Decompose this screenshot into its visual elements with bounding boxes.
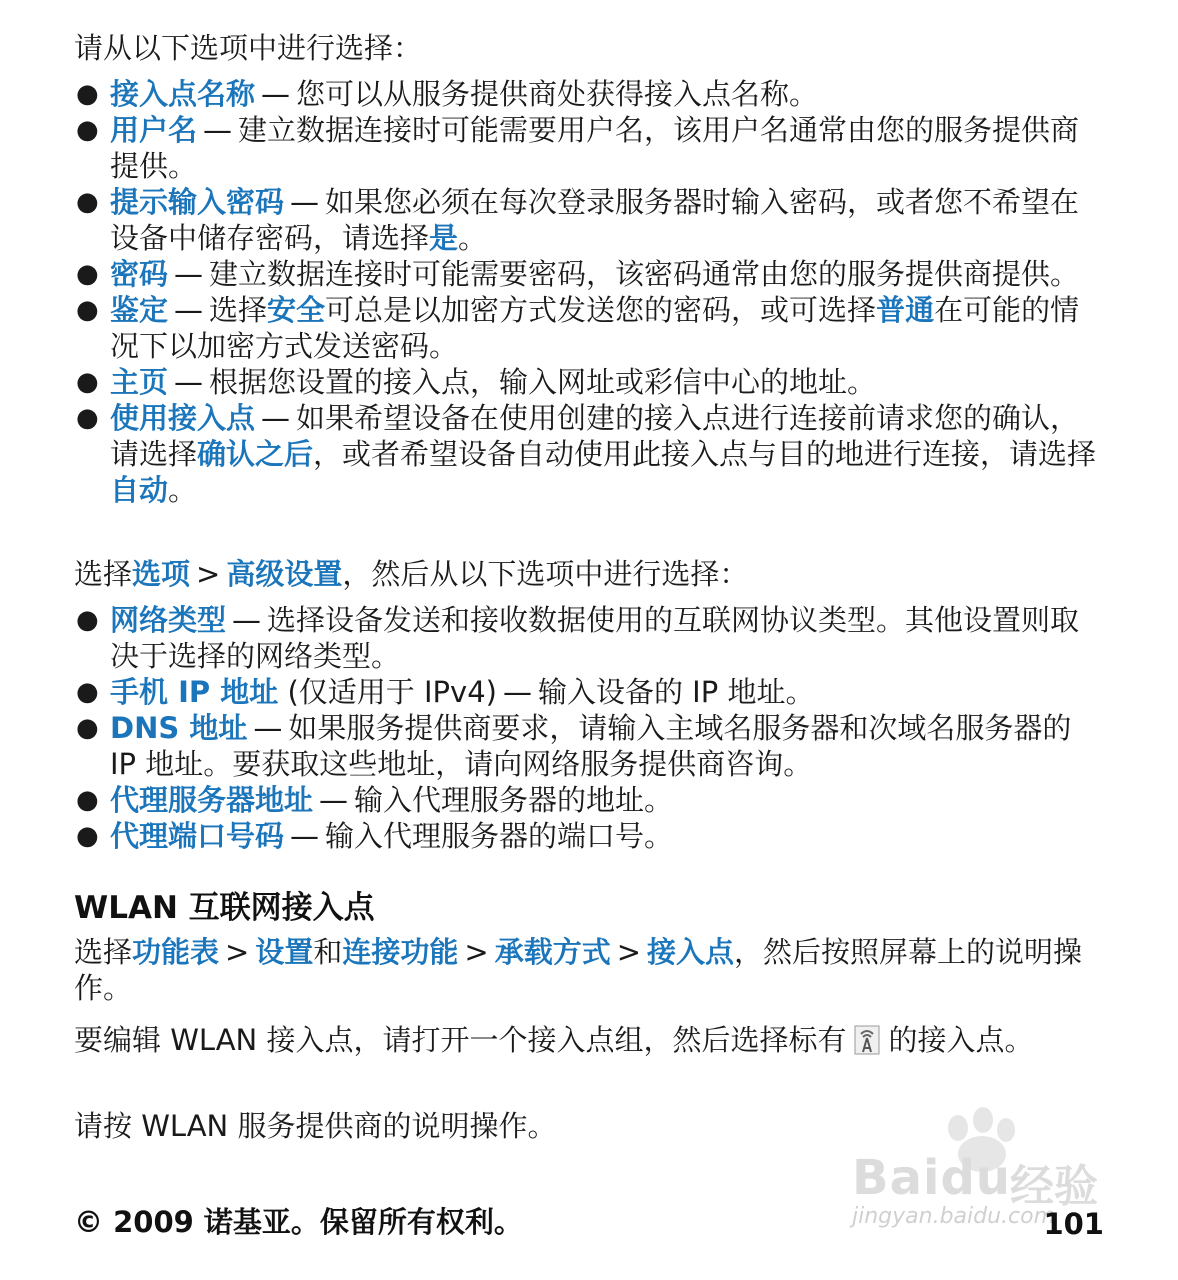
option-term[interactable]: 代理服务器地址 bbox=[110, 783, 314, 817]
option-value[interactable]: 是 bbox=[429, 221, 459, 255]
option-value[interactable]: 普通 bbox=[876, 293, 935, 327]
wlan-instruction: 选择功能表 > 设置和连接功能 > 承载方式 > 接入点，然后按照屏幕上的说明操作。 bbox=[74, 935, 1083, 1005]
option-term[interactable]: 用户名 bbox=[110, 113, 198, 147]
option-term[interactable]: 鉴定 bbox=[110, 293, 169, 327]
bullet-icon: ● bbox=[76, 187, 99, 217]
bullet-icon: ● bbox=[76, 295, 99, 325]
bullet-icon: ● bbox=[76, 605, 99, 635]
watermark-brand: Baidu bbox=[852, 1150, 1011, 1206]
option-value[interactable]: 安全 bbox=[267, 293, 326, 327]
list-item: ● 网络类型 — 选择设备发送和接收数据使用的互联网协议类型。其他设置则取决于选择的网络类型。 bbox=[76, 603, 1080, 673]
option-term[interactable]: 代理端口号码 bbox=[110, 819, 285, 853]
wlan-access-point-icon bbox=[852, 1024, 882, 1056]
list-item: ● 提示输入密码 — 如果您必须在每次登录服务器时输入密码，或者您不希望在设备中储存密码，请选择是。 bbox=[76, 185, 1080, 255]
bullet-icon: ● bbox=[76, 115, 99, 145]
watermark-url: jingyan.baidu.com bbox=[852, 1204, 1056, 1229]
bullet-icon: ● bbox=[76, 677, 99, 707]
bullet-icon: ● bbox=[76, 785, 99, 815]
menu-connectivity[interactable]: 连接功能 bbox=[342, 935, 459, 969]
list-item: ● 代理服务器地址 — 输入代理服务器的地址。 bbox=[76, 783, 674, 817]
intro-text: 请从以下选项中进行选择： bbox=[74, 31, 423, 65]
wlan-provider-text: 请按 WLAN 服务提供商的说明操作。 bbox=[74, 1109, 557, 1143]
menu-advanced-settings[interactable]: 高级设置 bbox=[226, 557, 343, 591]
option-value[interactable]: 确认之后 bbox=[197, 437, 314, 471]
bullet-icon: ● bbox=[76, 821, 99, 851]
bullet-icon: ● bbox=[76, 259, 99, 289]
advanced-option-list bbox=[74, 602, 1106, 854]
option-term[interactable]: 密码 bbox=[110, 257, 169, 291]
list-item: ● 使用接入点 — 如果希望设备在使用创建的接入点进行连接前请求您的确认，请选择确认之后，或者希望设备自动使用此接入点与目的地进行连接，请选择自动。 bbox=[76, 401, 1097, 507]
option-list bbox=[74, 76, 1106, 508]
list-item: ● DNS 地址 — 如果服务提供商要求，请输入主域名服务器和次域名服务器的 IP 地址。要获取这些地址，请向网络服务提供商咨询。 bbox=[76, 711, 1072, 781]
bullet-icon: ● bbox=[76, 713, 99, 743]
list-item: ● 密码 — 建立数据连接时可能需要密码，该密码通常由您的服务提供商提供。 bbox=[76, 257, 1080, 291]
bullet-icon: ● bbox=[76, 403, 99, 433]
copyright: © 2009 诺基亚。保留所有权利。 bbox=[74, 1205, 523, 1239]
option-term[interactable]: 手机 IP 地址 bbox=[110, 675, 279, 709]
advanced-instruction: 选择选项 > 高级设置，然后从以下选项中进行选择： bbox=[74, 557, 749, 591]
option-term[interactable]: 使用接入点 bbox=[110, 401, 256, 435]
page-number: 101 bbox=[1043, 1207, 1104, 1241]
menu-access-points[interactable]: 接入点 bbox=[647, 935, 735, 969]
list-item: ● 代理端口号码 — 输入代理服务器的端口号。 bbox=[76, 819, 674, 853]
bullet-icon: ● bbox=[76, 367, 99, 397]
option-term[interactable]: 提示输入密码 bbox=[110, 185, 285, 219]
option-term[interactable]: 接入点名称 bbox=[110, 77, 256, 111]
option-value[interactable]: 自动 bbox=[110, 473, 169, 507]
menu-settings[interactable]: 设置 bbox=[255, 935, 314, 969]
menu-bearer[interactable]: 承载方式 bbox=[494, 935, 611, 969]
option-term[interactable]: 网络类型 bbox=[110, 603, 227, 637]
option-term[interactable]: DNS 地址 bbox=[110, 711, 248, 745]
bullet-icon: ● bbox=[76, 79, 99, 109]
list-item: ● 接入点名称 — 您可以从服务提供商处获得接入点名称。 bbox=[76, 77, 819, 111]
list-item: ● 主页 — 根据您设置的接入点，输入网址或彩信中心的地址。 bbox=[76, 365, 877, 399]
list-item: ● 用户名 — 建立数据连接时可能需要用户名，该用户名通常由您的服务提供商提供。 bbox=[76, 113, 1080, 183]
menu-main[interactable]: 功能表 bbox=[132, 935, 220, 969]
watermark-brand-cn: 经验 bbox=[1010, 1161, 1098, 1212]
wlan-edit-text: 要编辑 WLAN 接入点，请打开一个接入点组，然后选择标有 的接入点。 bbox=[74, 1023, 1034, 1057]
menu-options[interactable]: 选项 bbox=[132, 557, 191, 591]
list-item: ● 鉴定 — 选择安全可总是以加密方式发送您的密码，或可选择普通在可能的情况下以加密方式发送密码。 bbox=[76, 293, 1080, 363]
section-heading: WLAN 互联网接入点 bbox=[74, 890, 375, 926]
option-term[interactable]: 主页 bbox=[110, 365, 169, 399]
list-item: ● 手机 IP 地址 (仅适用于 IPv4) — 输入设备的 IP 地址。 bbox=[76, 675, 815, 709]
